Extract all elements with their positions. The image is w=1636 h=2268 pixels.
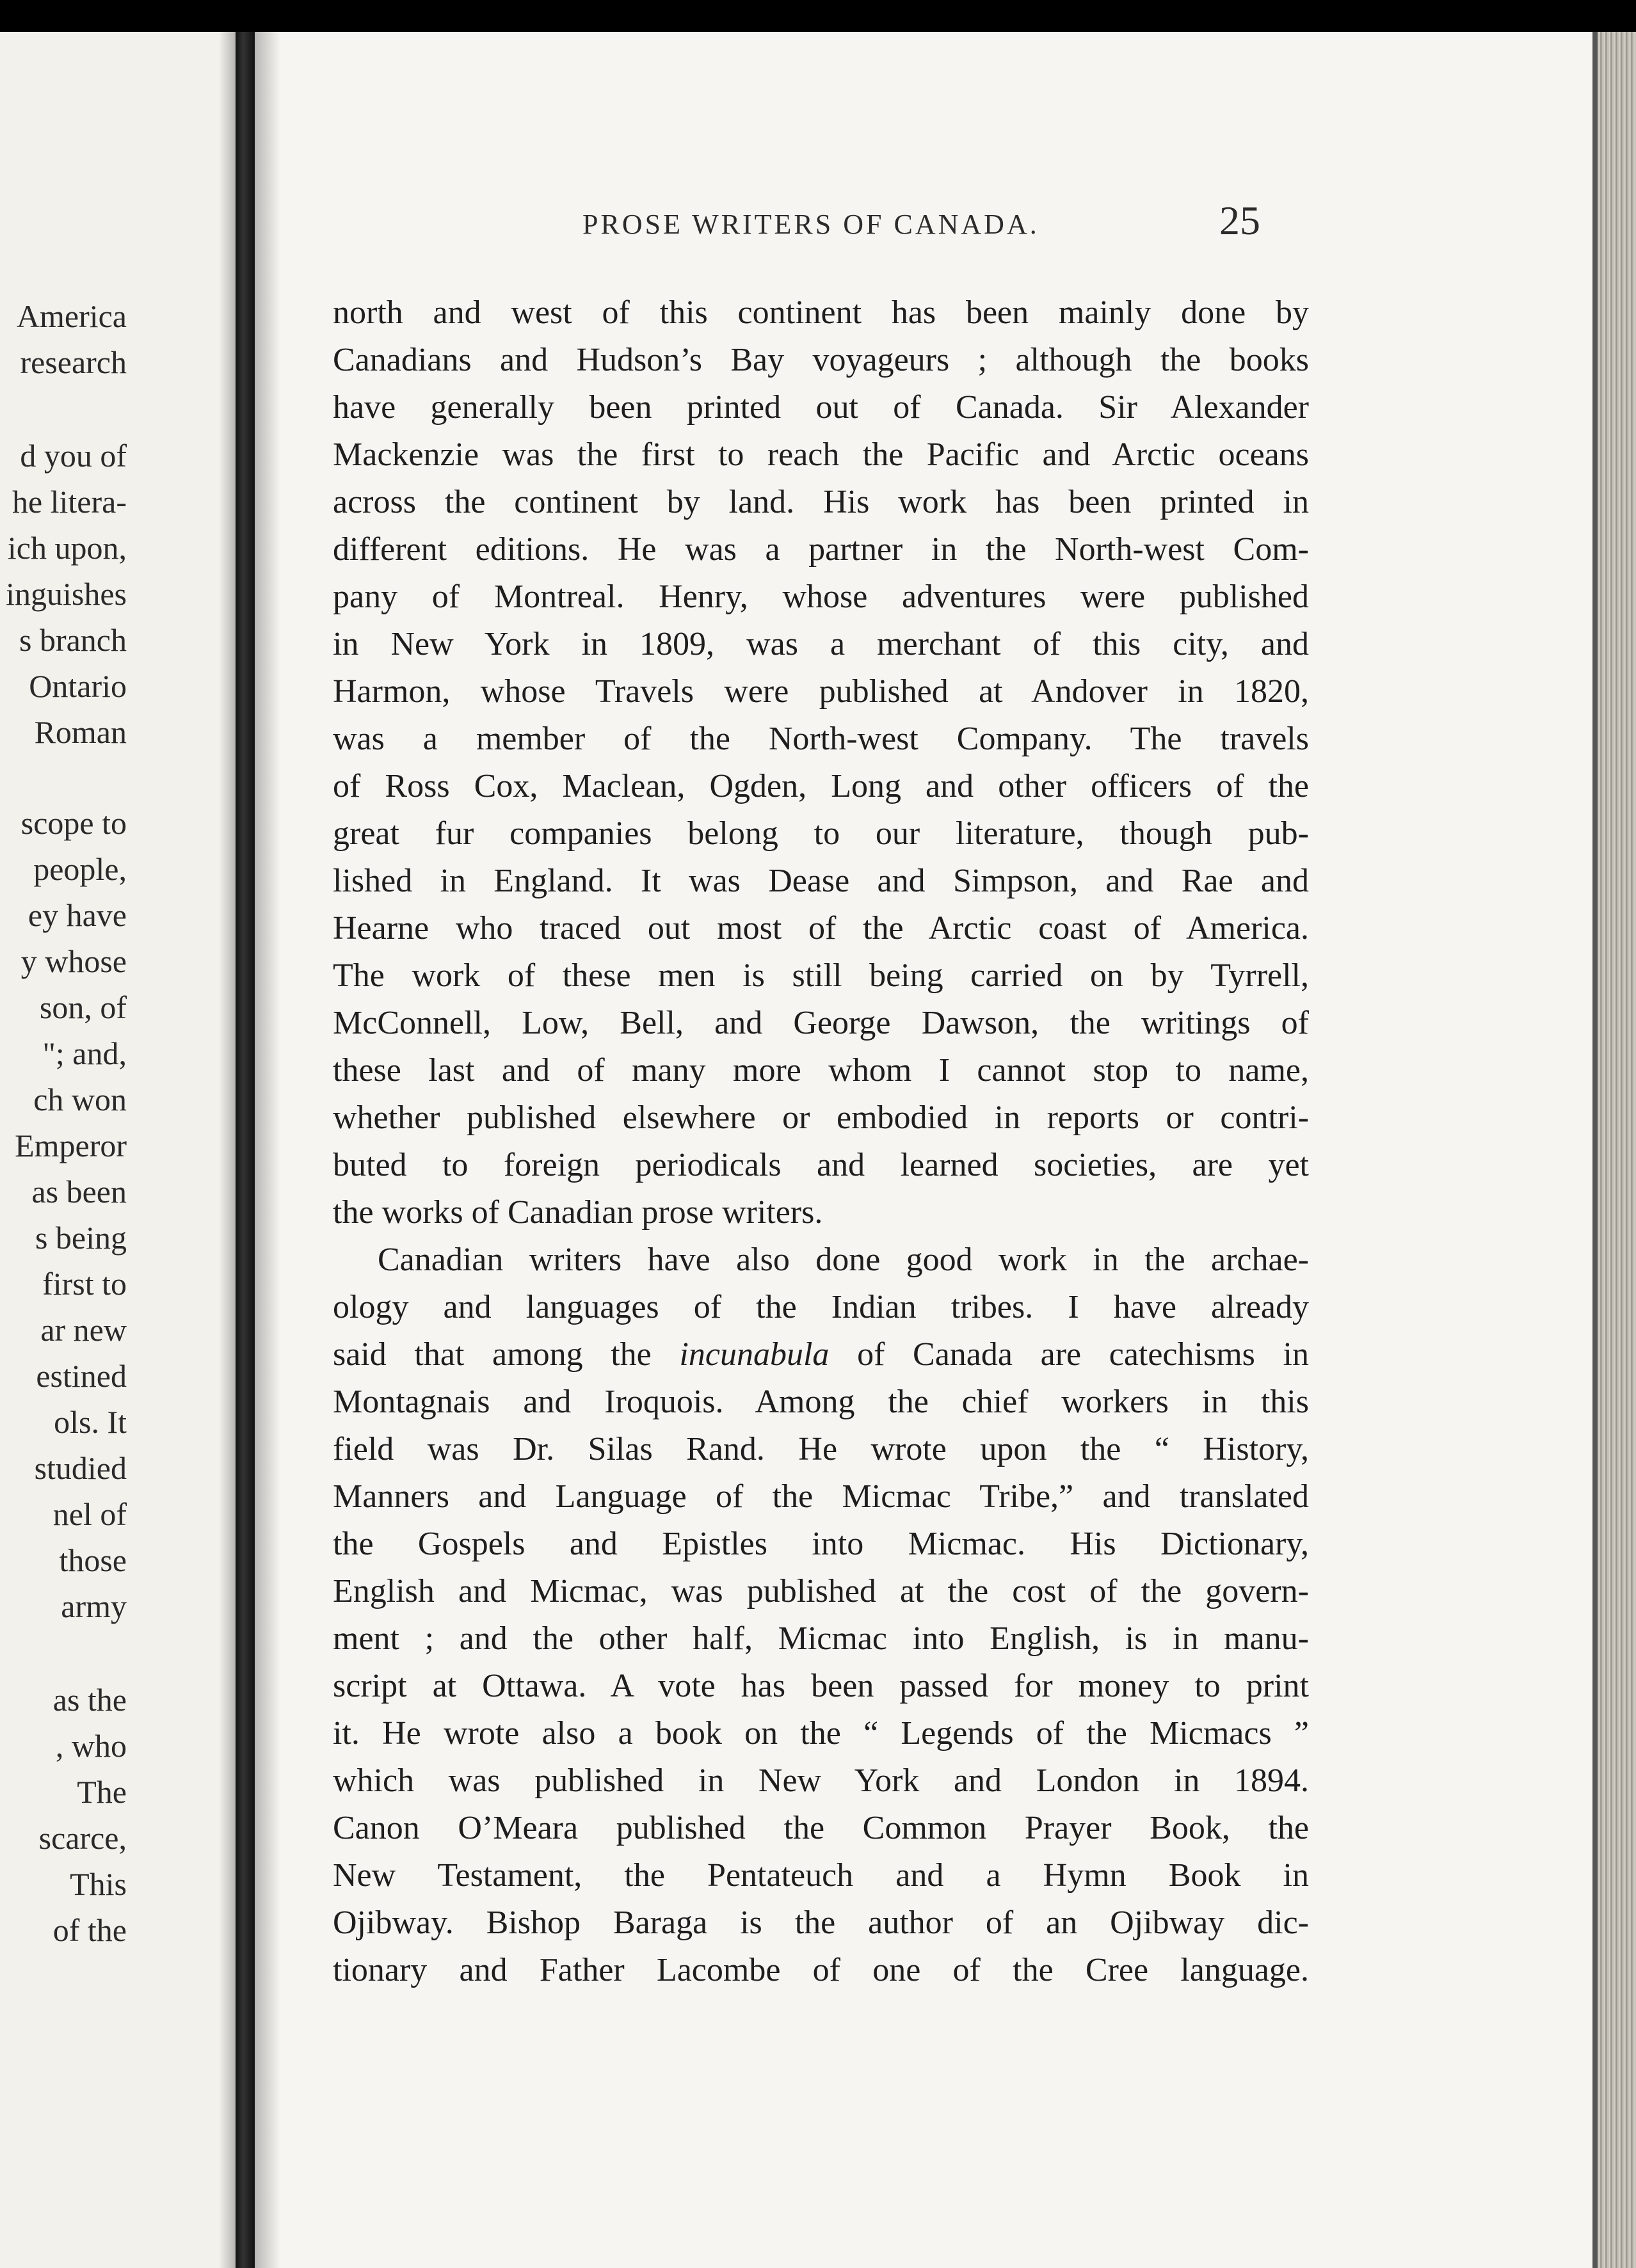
left-page-fragment: The — [77, 1774, 127, 1810]
text-line: of Ross Cox, Maclean, Ogden, Long and other officers of the — [333, 768, 1309, 804]
italic-term: incunabula — [679, 1336, 830, 1373]
left-page-fragment: ar new — [40, 1312, 127, 1348]
left-page-fragment: as the — [52, 1682, 127, 1718]
gutter-shadow — [255, 32, 280, 2268]
left-page-fragment: d you of — [20, 438, 127, 474]
text-run: said that among the — [333, 1336, 680, 1373]
text-line: The work of these men is still being carried on by Tyrrell, — [333, 957, 1309, 994]
running-head: PROSE WRITERS OF CANADA. — [582, 209, 1039, 240]
text-line: these last and of many more whom I cannot stop to name, — [333, 1052, 1309, 1089]
text-line: which was published in New York and London in 1894. — [333, 1762, 1309, 1799]
left-page-fragment: This — [70, 1866, 127, 1902]
left-page-fragment: ey have — [28, 897, 127, 933]
text-line: Hearne who traced out most of the Arctic coast of America. — [333, 910, 1309, 946]
text-line: across the continent by land. His work has been printed in — [333, 484, 1309, 520]
text-line: ment ; and the other half, Micmac into English, is in manu- — [333, 1620, 1309, 1657]
text-line — [333, 1335, 1309, 1375]
text-line: was a member of the North-west Company. The travels — [333, 721, 1309, 757]
text-line: script at Ottawa. A vote has been passed for money to print — [333, 1668, 1309, 1704]
left-page-fragment: , who — [55, 1728, 127, 1764]
text-line: Mackenzie was the first to reach the Pacific and Arctic oceans — [333, 436, 1309, 473]
left-page-fragment: scarce, — [38, 1820, 127, 1856]
left-page-fragment: first to — [42, 1266, 127, 1302]
text-line: field was Dr. Silas Rand. He wrote upon the “ History, — [333, 1431, 1309, 1467]
text-line: Harmon, whose Travels were published at Andover in 1820, — [333, 673, 1309, 710]
left-page-fragment: ols. It — [54, 1404, 127, 1440]
gutter-shadow — [219, 32, 236, 2268]
text-line: ology and languages of the Indian tribes. I have already — [333, 1289, 1309, 1325]
text-line: Manners and Language of the Micmac Tribe,” and translated — [333, 1478, 1309, 1515]
text-line: the works of Canadian prose writers. — [333, 1194, 823, 1231]
left-page-fragment: estined — [36, 1358, 127, 1394]
left-page-fragment: ich upon, — [7, 530, 127, 566]
left-page-fragment: Ontario — [29, 668, 127, 704]
facing-page-left — [0, 32, 236, 2268]
text-line: Canon O’Meara published the Common Prayer Book, the — [333, 1810, 1309, 1846]
left-page-fragment: scope to — [20, 805, 127, 841]
left-page-fragment: Roman — [34, 714, 127, 750]
text-line: whether published elsewhere or embodied in reports or contri- — [333, 1099, 1309, 1136]
text-line: great fur companies belong to our literature, though pub- — [333, 815, 1309, 852]
text-line: in New York in 1809, was a merchant of this city, and — [333, 626, 1309, 662]
text-line: north and west of this continent has been mainly done by — [333, 294, 1309, 331]
text-line: lished in England. It was Dease and Simpson, and Rae and — [333, 863, 1309, 899]
left-page-fragment: people, — [33, 851, 127, 887]
text-line: tionary and Father Lacombe of one of the Cree language. — [333, 1952, 1309, 1988]
left-page-fragment: s branch — [19, 622, 127, 658]
left-page-fragment: y whose — [20, 943, 127, 979]
text-line: New Testament, the Pentateuch and a Hymn Book in — [333, 1857, 1309, 1894]
page-number: 25 — [1219, 198, 1260, 243]
left-page-fragment: those — [59, 1542, 127, 1578]
text-line: it. He wrote also a book on the “ Legends of the Micmacs ” — [333, 1715, 1309, 1752]
text-line: have generally been printed out of Canada. Sir Alexander — [333, 389, 1309, 426]
left-page-fragment: ch won — [33, 1082, 127, 1117]
left-page-fragment: "; and, — [42, 1035, 127, 1071]
text-run: of Canada are catechisms in — [829, 1336, 1309, 1373]
text-line: different editions. He was a partner in the North-west Com- — [333, 531, 1309, 568]
left-page-fragment: son, of — [39, 989, 127, 1025]
text-line: Montagnais and Iroquois. Among the chief workers in this — [333, 1384, 1309, 1420]
book-spine — [236, 32, 255, 2268]
left-page-fragment: army — [61, 1588, 127, 1624]
left-page-fragment: studied — [34, 1450, 127, 1486]
left-page-fragment: s being — [35, 1220, 127, 1256]
left-page-fragment: of the — [52, 1912, 127, 1948]
text-line: McConnell, Low, Bell, and George Dawson, the writings of — [333, 1005, 1309, 1041]
left-page-fragment: he litera- — [12, 484, 127, 520]
text-line: buted to foreign periodicals and learned societies, are yet — [333, 1147, 1309, 1183]
text-line: Canadians and Hudson’s Bay voyageurs ; although the books — [333, 342, 1309, 378]
left-page-fragment: inguishes — [6, 576, 127, 612]
left-page-fragment: America — [16, 298, 127, 334]
left-page-fragment: as been — [31, 1174, 127, 1210]
page-edge-shadow — [1592, 32, 1598, 2268]
text-line: Ojibway. Bishop Baraga is the author of an Ojibway dic- — [333, 1905, 1309, 1941]
text-line: the Gospels and Epistles into Micmac. His Dictionary, — [333, 1526, 1309, 1562]
text-line: pany of Montreal. Henry, whose adventures were published — [333, 579, 1309, 615]
left-page-fragment: research — [20, 344, 127, 380]
text-line: Canadian writers have also done good work in the archae- — [378, 1242, 1309, 1278]
text-line: English and Micmac, was published at the cost of the govern- — [333, 1573, 1309, 1609]
left-page-fragment: Emperor — [15, 1128, 127, 1163]
page-edges — [1592, 32, 1636, 2268]
left-page-fragment: nel of — [52, 1496, 127, 1532]
scan-border — [0, 0, 1636, 32]
